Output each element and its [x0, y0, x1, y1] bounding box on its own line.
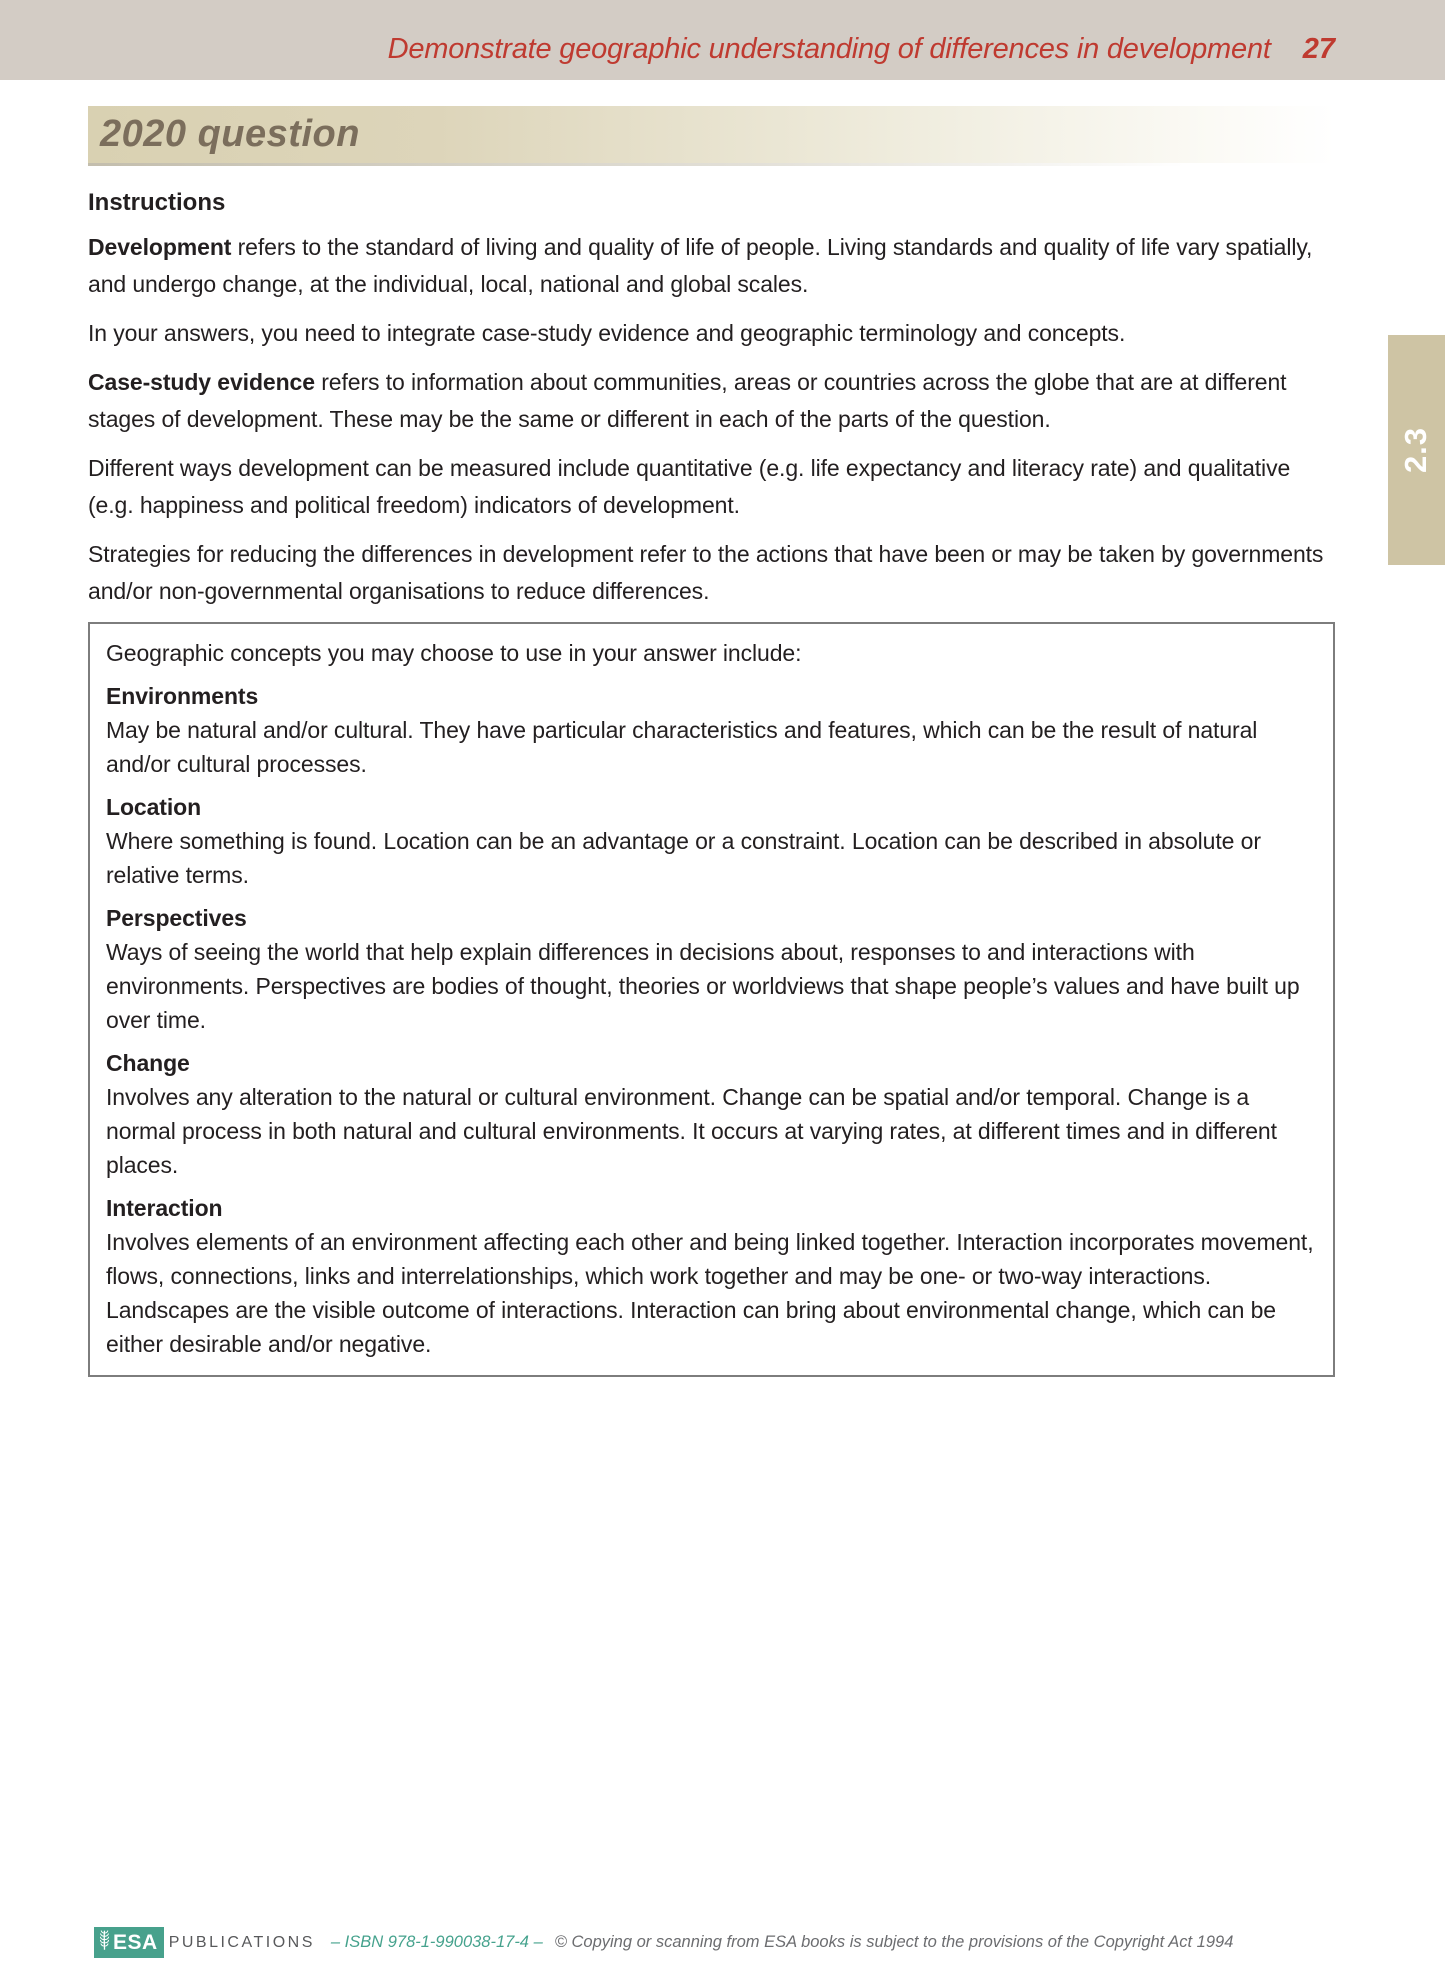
concepts-box-intro: Geographic concepts you may choose to use in your answer include:: [106, 640, 802, 666]
paragraph-text: refers to the standard of living and quality of life of people. Living standards and quality of life vary spatially, and undergo change, at the individual, local, national and global scales.: [88, 234, 1313, 297]
isbn-text: – ISBN 978-1-990038-17-4 –: [330, 1933, 543, 1951]
concept-definition: Where something is found. Location can be an advantage or a constraint. Location can be described in absolute or relative terms.: [106, 828, 1261, 888]
paragraph-case-study: [88, 364, 1335, 438]
paragraph-development: [88, 229, 1335, 303]
page-header-bar: [0, 0, 1445, 80]
page-content: [88, 106, 1335, 1377]
paragraph-text: In your answers, you need to integrate case-study evidence and geographic terminology and concepts.: [88, 320, 1126, 346]
paragraph-strategies: [88, 536, 1335, 610]
page-footer: [94, 1927, 1233, 1958]
paragraph-text: refers to information about communities, areas or countries across the globe that are at different stages of development. These may be the same or different in each of the parts of the question.: [88, 369, 1287, 432]
concept-term: Environments: [106, 683, 259, 709]
concept-term: Location: [106, 794, 202, 820]
concept-interaction: [106, 1191, 1317, 1361]
concept-definition: Involves elements of an environment affecting each other and being linked together. Interaction incorporates movement, flows, connections, links and interrelationships, which work together and may be one- or two-way interactions. Landscapes are the visible outcome of interactions. Interaction can bring about environmental change, which can be either desirable and/or negative.: [106, 1229, 1314, 1357]
running-header-title: Demonstrate geographic understanding of differences in development: [387, 33, 1271, 65]
concept-location: [106, 790, 1317, 892]
concept-term: Interaction: [106, 1195, 223, 1221]
concept-term: Change: [106, 1050, 190, 1076]
paragraph-lead: Case-study evidence: [88, 369, 315, 395]
concept-definition: May be natural and/or cultural. They have particular characteristics and features, which can be the result of natural and/or cultural processes.: [106, 717, 1258, 777]
paragraph-text: Different ways development can be measured include quantitative (e.g. life expectancy and literacy rate) and qualitative (e.g. happiness and political freedom) indicators of development.: [88, 455, 1291, 518]
page-number: 27: [1302, 33, 1335, 65]
esa-logo-text: ESA: [113, 1930, 158, 1954]
esa-logo: [94, 1927, 164, 1958]
concept-perspectives: [106, 901, 1317, 1037]
fern-icon: [98, 1928, 111, 1957]
chapter-tab: [1388, 335, 1445, 565]
copyright-text: © Copying or scanning from ESA books is subject to the provisions of the Copyright Act 1994: [554, 1933, 1234, 1951]
paragraph-lead: Development: [88, 234, 232, 260]
paragraph-answers: [88, 315, 1335, 352]
concept-environments: [106, 679, 1317, 781]
section-banner-label: 2020 question: [100, 113, 360, 155]
paragraph-text: Strategies for reducing the differences in development refer to the actions that have been or may be taken by governments and/or non-governmental organisations to reduce differences.: [88, 541, 1324, 604]
concepts-box: [88, 622, 1335, 1377]
instructions-heading: Instructions: [88, 189, 226, 216]
concept-definition: Ways of seeing the world that help explain differences in decisions about, responses to and interactions with environments. Perspectives are bodies of thought, theories or worldviews that shape people’s values and have built up over time.: [106, 939, 1300, 1033]
concept-term: Perspectives: [106, 905, 247, 931]
chapter-tab-label: 2.3: [1398, 426, 1434, 474]
concept-definition: Involves any alteration to the natural or cultural environment. Change can be spatial and/or temporal. Change is a normal process in both natural and cultural environments. It occurs at varying rates, at different times and in different places.: [106, 1084, 1277, 1178]
brand-publications: PUBLICATIONS: [168, 1933, 315, 1951]
section-banner: [88, 106, 1335, 163]
paragraph-measures: [88, 450, 1335, 524]
concept-change: [106, 1046, 1317, 1182]
